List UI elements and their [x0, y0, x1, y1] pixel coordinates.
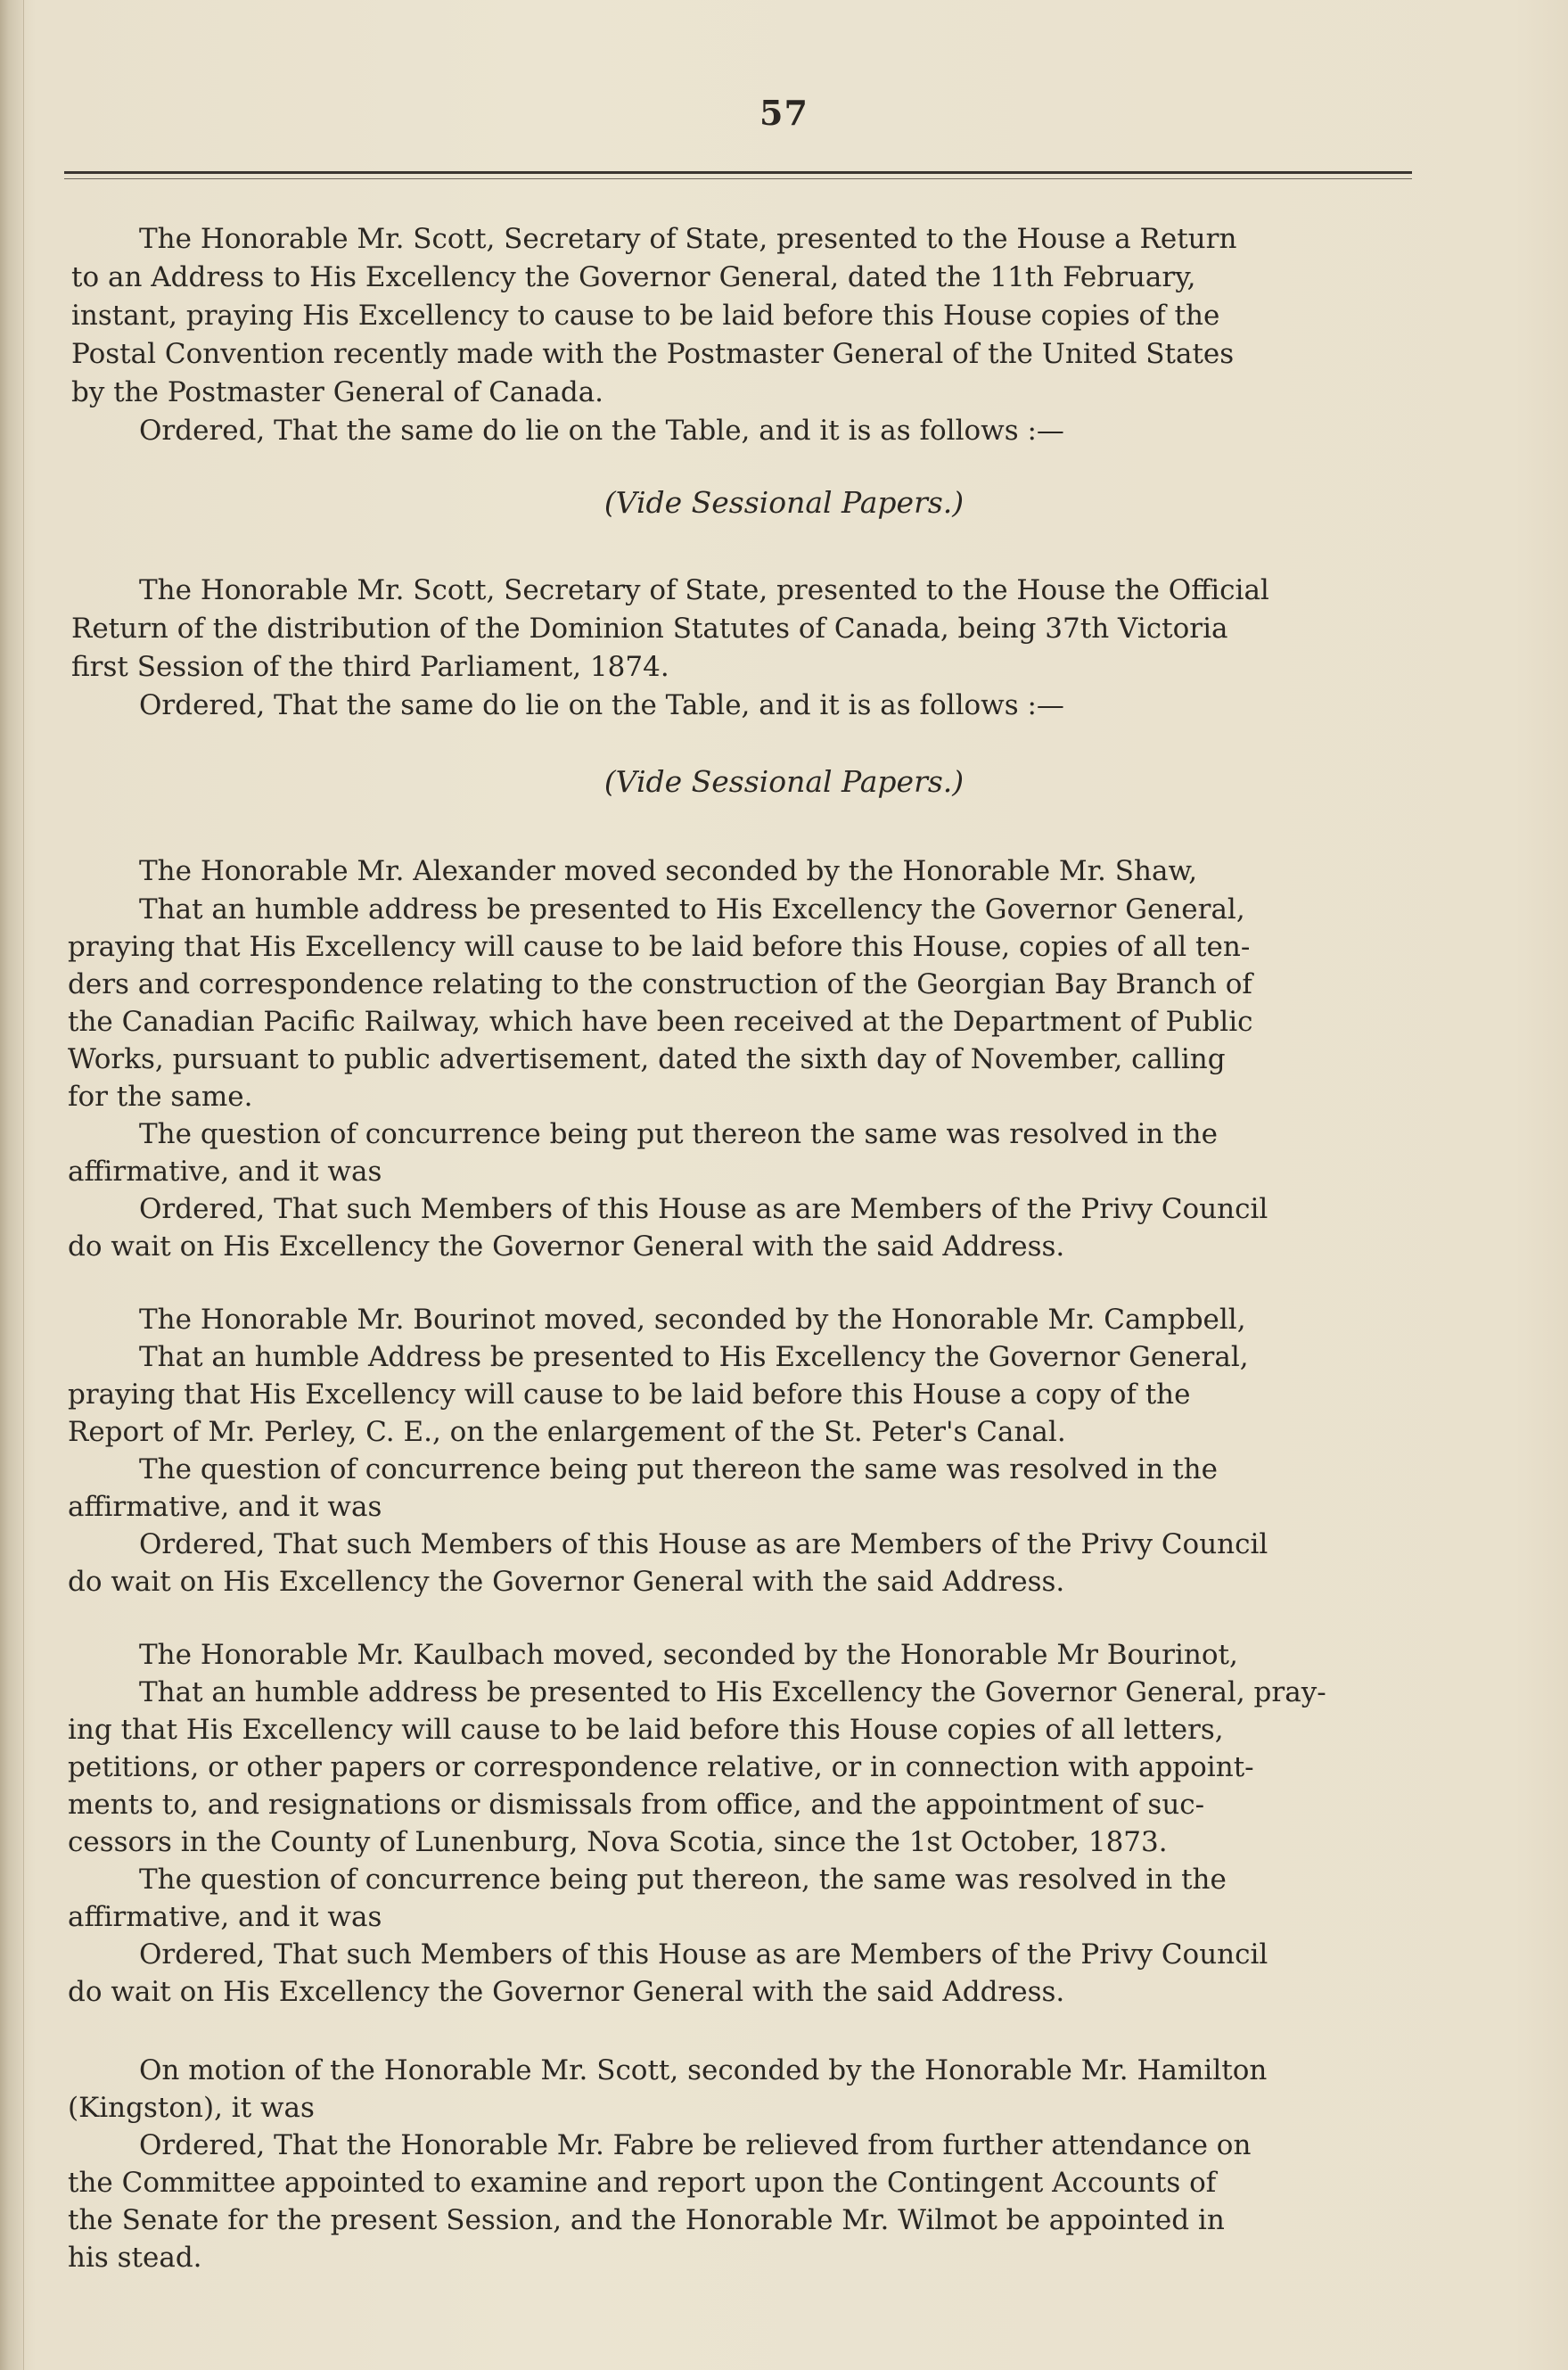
- text-line: petitions, or other papers or correspondence relative, or in connection with appoint-: [68, 1751, 1254, 1783]
- text-line: instant, praying His Excellency to cause to be laid before this House copies of the: [71, 300, 1220, 332]
- text-line: The question of concurrence being put thereon the same was resolved in the: [139, 1118, 1218, 1150]
- text-line: The Honorable Mr. Bourinot moved, seconded by the Honorable Mr. Campbell,: [139, 1304, 1246, 1336]
- text-line: to an Address to His Excellency the Governor General, dated the 11th February,: [71, 261, 1196, 293]
- text-line: Ordered, That the same do lie on the Table, and it is as follows :—: [139, 689, 1064, 721]
- text-line: Ordered, That such Members of this House as are Members of the Privy Council: [139, 1938, 1268, 1971]
- text-line: praying that His Excellency will cause to be laid before this House a copy of the: [68, 1378, 1191, 1411]
- text-line: The Honorable Mr. Scott, Secretary of State, presented to the House the Official: [139, 574, 1269, 606]
- text-line: do wait on His Excellency the Governor General with the said Address.: [68, 1566, 1065, 1598]
- text-line: the Committee appointed to examine and report upon the Contingent Accounts of: [68, 2167, 1217, 2199]
- text-line: ders and correspondence relating to the construction of the Georgian Bay Branch of: [68, 968, 1252, 1000]
- text-line: That an humble address be presented to His Excellency the Governor General, pray-: [139, 1676, 1326, 1708]
- text-line: do wait on His Excellency the Governor General with the said Address.: [68, 1230, 1065, 1263]
- text-line: The question of concurrence being put thereon, the same was resolved in the: [139, 1864, 1227, 1896]
- text-line: first Session of the third Parliament, 1874.: [71, 651, 669, 683]
- text-line: Postal Convention recently made with the Postmaster General of the United States: [71, 338, 1235, 370]
- text-line: On motion of the Honorable Mr. Scott, seconded by the Honorable Mr. Hamilton: [139, 2054, 1268, 2086]
- text-line: Report of Mr. Perley, C. E., on the enlargement of the St. Peter's Canal.: [68, 1416, 1066, 1448]
- header-rule: [64, 171, 1412, 174]
- text-line: the Senate for the present Session, and the Honorable Mr. Wilmot be appointed in: [68, 2204, 1225, 2236]
- text-line: affirmative, and it was: [68, 1901, 382, 1933]
- text-line: Ordered, That such Members of this House as are Members of the Privy Council: [139, 1193, 1268, 1225]
- text-line: for the same.: [68, 1081, 253, 1113]
- text-line: The Honorable Mr. Scott, Secretary of State, presented to the House a Return: [139, 223, 1237, 255]
- text-line: That an humble Address be presented to His Excellency the Governor General,: [139, 1341, 1249, 1373]
- header-rule-thin: [64, 178, 1412, 179]
- text-line: That an humble address be presented to His Excellency the Governor General,: [139, 893, 1245, 926]
- vide-sessional-papers: (Vide Sessional Papers.): [603, 764, 965, 799]
- text-line: Ordered, That the same do lie on the Table, and it is as follows :—: [139, 415, 1064, 447]
- text-line: affirmative, and it was: [68, 1156, 382, 1188]
- text-line: by the Postmaster General of Canada.: [71, 376, 604, 408]
- text-line: the Canadian Pacific Railway, which have been received at the Department of Public: [68, 1006, 1253, 1038]
- text-line: do wait on His Excellency the Governor General with the said Address.: [68, 1976, 1065, 2008]
- text-line: praying that His Excellency will cause to be laid before this House, copies of all ten-: [68, 931, 1251, 963]
- binding-gutter: [0, 0, 24, 2370]
- text-line: The question of concurrence being put thereon the same was resolved in the: [139, 1453, 1218, 1485]
- text-line: The Honorable Mr. Kaulbach moved, seconded by the Honorable Mr Bourinot,: [139, 1639, 1238, 1671]
- text-line: cessors in the County of Lunenburg, Nova Scotia, since the 1st October, 1873.: [68, 1826, 1168, 1858]
- page-number: 57: [759, 93, 809, 133]
- text-line: Ordered, That such Members of this House as are Members of the Privy Council: [139, 1528, 1268, 1560]
- text-line: (Kingston), it was: [68, 2092, 315, 2124]
- text-line: ments to, and resignations or dismissals from office, and the appointment of suc-: [68, 1789, 1205, 1821]
- text-line: The Honorable Mr. Alexander moved seconded by the Honorable Mr. Shaw,: [139, 855, 1198, 887]
- text-line: Works, pursuant to public advertisement, dated the sixth day of November, calling: [68, 1043, 1226, 1075]
- text-line: Ordered, That the Honorable Mr. Fabre be relieved from further attendance on: [139, 2129, 1252, 2161]
- text-line: affirmative, and it was: [68, 1491, 382, 1523]
- text-line: his stead.: [68, 2242, 202, 2274]
- text-line: ing that His Excellency will cause to be laid before this House copies of all letters,: [68, 1714, 1224, 1746]
- text-line: Return of the distribution of the Dominion Statutes of Canada, being 37th Victoria: [71, 613, 1228, 645]
- vide-sessional-papers: (Vide Sessional Papers.): [603, 485, 965, 520]
